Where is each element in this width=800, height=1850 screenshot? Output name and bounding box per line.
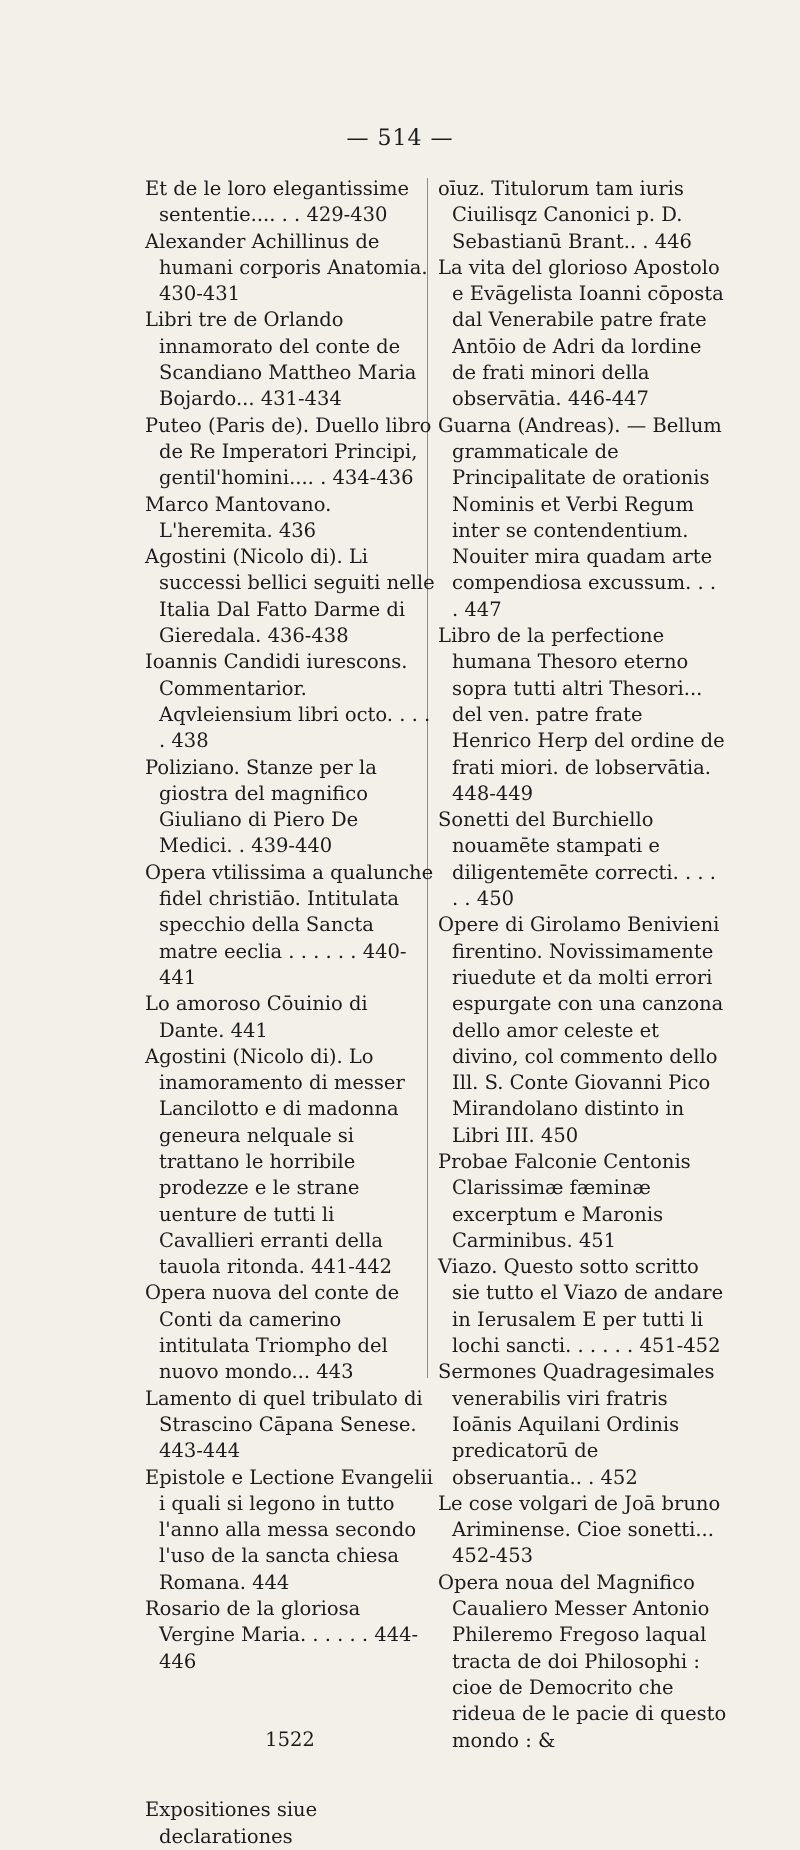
catalog-entry: Agostini (Nicolo di). Lo inamoramento di messer Lancilotto e di madonna geneura nelquale si trattano le horribile prodezze e le strane uenture de tutti li Cavallieri erranti della tauola ritonda. 441-442 <box>145 1044 405 1279</box>
catalog-entry: Lo amoroso Cōuinio di Dante. 441 <box>145 992 368 1042</box>
left-column <box>145 176 435 1850</box>
catalog-entry: La vita del glorioso Apostolo e Evāgelista Ioanni cōposta dal Venerabile patre frate Antōio de Adri da lordine de frati minori della observātia. 446-447 <box>438 255 724 411</box>
catalog-entry: Opera nuova del conte de Conti da camerino intitulata Triompho del nuovo mondo... 443 <box>145 1281 400 1384</box>
catalog-entry: Sonetti del Burchiello nouamēte stampati e diligentemēte correcti. . . . . . 450 <box>438 808 716 911</box>
catalog-entry: Expositiones siue declarationes <box>145 1798 318 1848</box>
catalog-entry: Le cose volgari de Joā bruno Ariminense. Cioe sonetti... 452-453 <box>438 1491 721 1568</box>
catalog-entry: oīuz. Titulorum tam iuris Ciuilisqz Canonici p. D. Sebastianū Brant.. . 446 <box>438 177 692 253</box>
catalog-entry: Lamento di quel tribulato di Strascino Cāpana Senese. 443-444 <box>145 1386 423 1463</box>
catalog-entry: Et de le loro elegantissime sententie.... . . 429-430 <box>145 177 410 227</box>
catalog-entry: Marco Mantovano. L'heremita. 436 <box>145 492 332 542</box>
catalog-entry: Rosario de la gloriosa Vergine Maria. . . . . . 444-446 <box>145 1597 419 1673</box>
catalog-entry: Puteo (Paris de). Duello libro de Re Imperatori Principi, gentil'homini.... . 434-436 <box>145 413 432 490</box>
catalog-entry: Viazo. Questo sotto scritto sie tutto el Viazo de andare in Ierusalem E per tutti li lochi sancti. . . . . . 451-452 <box>438 1255 724 1358</box>
right-column <box>438 176 728 1754</box>
catalog-entry: Epistole e Lectione Evangelii i quali si legono in tutto l'anno alla messa secondo l'uso de la sancta chiesa Romana. 444 <box>145 1465 433 1594</box>
catalog-entry: Guarna (Andreas). — Bellum grammaticale de Principalitate de orationis Nominis et Verbi Regum inter se contendentium. Nouiter mira quadam arte compendiosa excussum. . . . 447 <box>438 413 722 621</box>
page-number: — 514 — <box>346 126 454 151</box>
catalog-entry: Agostini (Nicolo di). Li successi bellici seguiti nelle Italia Dal Fatto Darme di Gieredala. 436-438 <box>145 545 435 648</box>
catalog-entry: Poliziano. Stanze per la giostra del magnifico Giuliano di Piero De Medici. . 439-440 <box>145 755 377 858</box>
catalog-entry: Sermones Quadragesimales venerabilis viri fratris Ioānis Aquilani Ordinis predicatorū de obseruantia.. . 452 <box>438 1360 715 1489</box>
catalog-entry: Libro de la perfectione humana Thesoro eterno sopra tutti altri Thesori... del ven. patre frate Henrico Herp del ordine de frati miori. de lobservātia. 448-449 <box>438 624 725 805</box>
catalog-entry: Alexander Achillinus de humani corporis Anatomia. 430-431 <box>145 229 428 306</box>
catalog-entry: Probae Falconie Centonis Clarissimæ fæminæ excerptum e Maronis Carminibus. 451 <box>438 1149 691 1252</box>
catalog-entry: Opera vtilissima a qualunche fidel christiāo. Intitulata specchio della Sancta matre eeclia . . . . . . 440-441 <box>145 860 434 989</box>
catalog-entry: Opera noua del Magnifico Caualiero Messer Antonio Phileremo Fregoso laqual tracta de doi Philosophi : cioe de Democrito che rideua de le pacie di questo mondo : & <box>438 1570 727 1752</box>
year-heading: 1522 <box>265 1727 315 1751</box>
catalog-entry: Libri tre de Orlando innamorato del conte de Scandiano Mattheo Maria Bojardo... 431-434 <box>145 308 417 411</box>
catalog-entry: Opere di Girolamo Benivieni firentino. Novissimamente riuedute et da molti errori espurgate con una canzona dello amor celeste et divino, col commento dello Ill. S. Conte Giovanni Pico Mirandolano distinto in Libri III. 450 <box>438 913 724 1147</box>
catalog-entry: Ioannis Candidi iurescons. Commentarior. Aqvleiensium libri octo. . . . . 438 <box>145 650 431 753</box>
